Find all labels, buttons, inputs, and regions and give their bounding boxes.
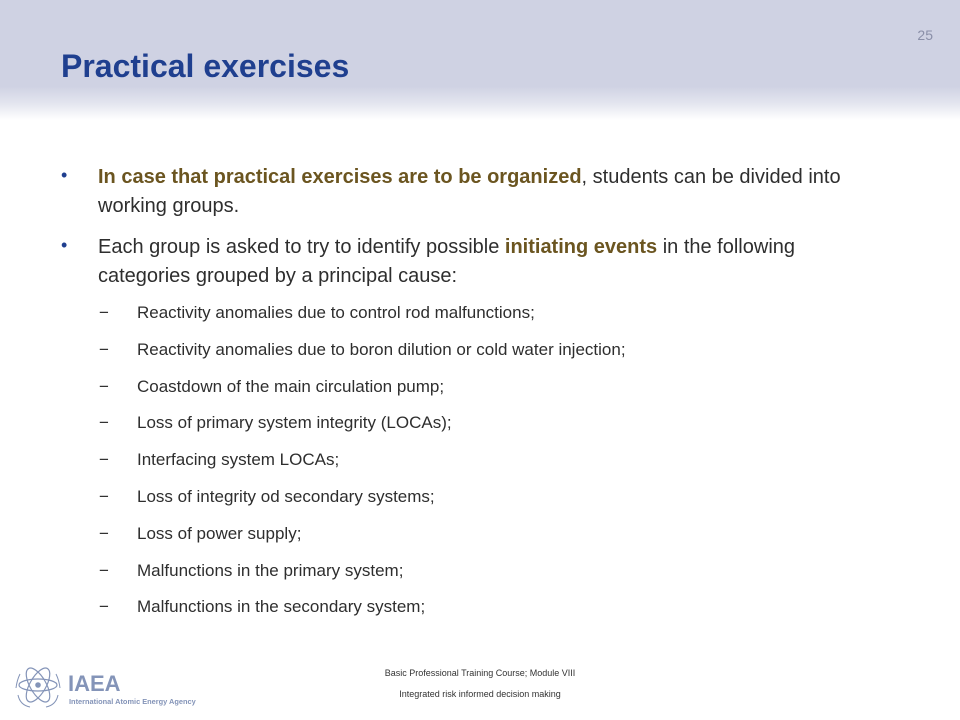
bullet-highlight: In case that practical exercises are to be organized bbox=[98, 166, 582, 188]
sub-list-item bbox=[58, 524, 888, 561]
sub-list-item bbox=[58, 303, 888, 340]
slide-content bbox=[58, 163, 888, 634]
sub-item-text: Interfacing system LOCAs; bbox=[137, 450, 340, 470]
atom-emblem-icon bbox=[16, 665, 60, 707]
bullet-text: Each group is asked to try to identify possible bbox=[98, 236, 505, 258]
sub-list-item bbox=[58, 561, 888, 598]
logo-name: IAEA bbox=[68, 671, 121, 696]
dash-icon: − bbox=[99, 413, 109, 433]
bullet-text: , students can be divided into working groups. bbox=[98, 166, 841, 217]
slide-title: Practical exercises bbox=[61, 48, 350, 84]
sub-item-text: Coastdown of the main circulation pump; bbox=[137, 376, 445, 396]
bullet-text: in the following categories grouped by a principal cause: bbox=[98, 236, 796, 287]
bullet-dot-icon: • bbox=[61, 165, 68, 185]
logo-subtitle: International Atomic Energy Agency bbox=[69, 697, 196, 706]
sub-list-item bbox=[58, 450, 888, 487]
sub-item-text: Loss of power supply; bbox=[137, 523, 302, 543]
dash-icon: − bbox=[99, 486, 109, 506]
sub-list-item bbox=[58, 597, 888, 634]
dash-icon: − bbox=[99, 597, 109, 617]
sub-item-text: Malfunctions in the secondary system; bbox=[137, 597, 426, 617]
sub-item-text: Reactivity anomalies due to boron dilution or cold water injection; bbox=[137, 339, 626, 359]
sub-item-text: Loss of integrity od secondary systems; bbox=[137, 486, 435, 506]
slide-number: 25 bbox=[917, 27, 933, 43]
footer-module-title: Integrated risk informed decision making bbox=[399, 689, 561, 699]
dash-icon: − bbox=[99, 560, 109, 580]
sub-item-text: Loss of primary system integrity (LOCAs); bbox=[137, 413, 452, 433]
dash-icon: − bbox=[99, 339, 109, 359]
sub-list-item bbox=[58, 413, 888, 450]
sub-list-item bbox=[58, 377, 888, 414]
footer-course: Basic Professional Training Course; Module VIII bbox=[384, 668, 576, 678]
sub-list-item bbox=[58, 487, 888, 524]
dash-icon: − bbox=[99, 523, 109, 543]
dash-icon: − bbox=[99, 303, 109, 322]
sub-list bbox=[58, 303, 888, 634]
iaea-logo bbox=[12, 660, 232, 710]
bullet-item bbox=[58, 233, 888, 291]
sub-list-item bbox=[58, 340, 888, 377]
sub-item-text: Malfunctions in the primary system; bbox=[137, 560, 404, 580]
dash-icon: − bbox=[99, 376, 109, 396]
bullet-dot-icon: • bbox=[61, 235, 68, 255]
dash-icon: − bbox=[99, 450, 109, 470]
bullet-highlight: initiating events bbox=[504, 236, 658, 258]
sub-item-text: Reactivity anomalies due to control rod malfunctions; bbox=[137, 303, 535, 322]
bullet-item bbox=[58, 163, 888, 221]
